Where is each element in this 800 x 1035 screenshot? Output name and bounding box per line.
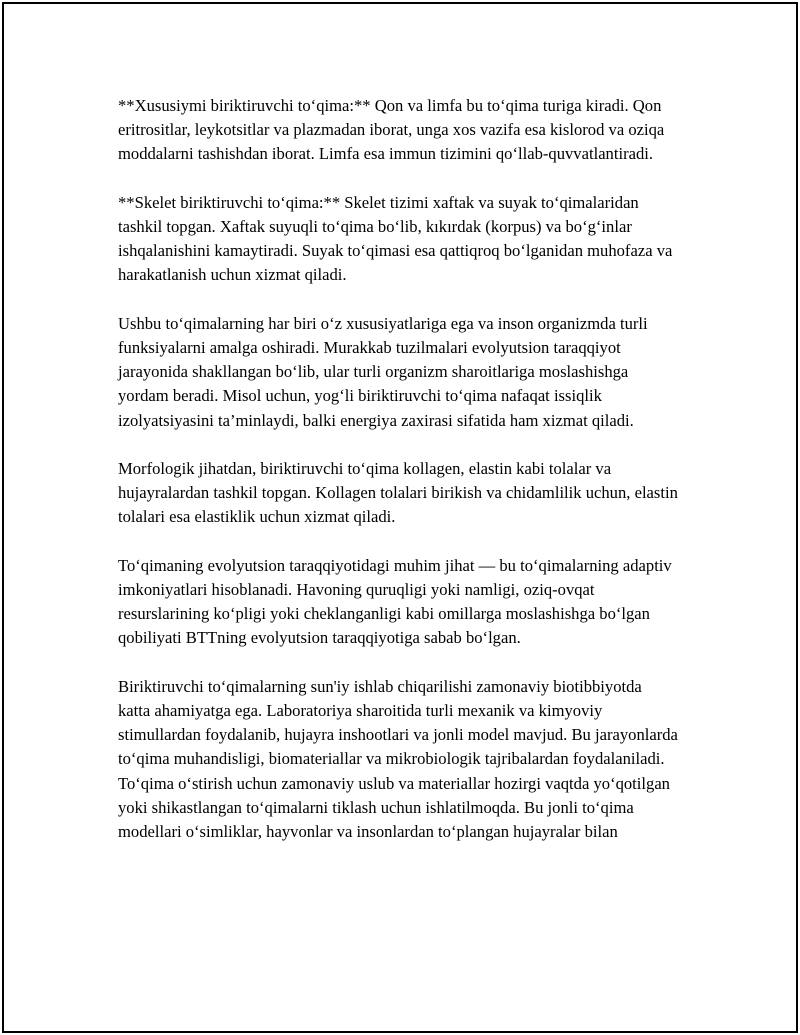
paragraph-tissue-functions: Ushbu to‘qimalarning har biri o‘z xususiyatlariga ega va inson organizmda turli funksiyalarni amalga oshiradi. Murakkab tuzilmalari evolyutsion taraqqiyot jarayonida shakllangan bo‘lib, ular turli organizm sharoitlariga moslashishga yordam beradi. Misol uchun, yog‘li biriktiruvchi to‘qima nafaqat issiqlik izolyatsiyasini ta’minlaydi, balki energiya zaxirasi sifatida ham xizmat qiladi. [118, 313, 648, 430]
paragraph-skeletal-connective-tissue: **Skelet biriktiruvchi to‘qima:** Skelet tizimi xaftak va suyak to‘qimalaridan tashkil topgan. Xaftak suyuqli to‘qima bo‘lib, kıkırdak (korpus) va bo‘g‘inlar ishqalanishini kamaytiradi. Suyak to‘qimasi esa qattiqroq bo‘lganidan muhofaza va harakatlanish uchun xizmat qiladi. [118, 192, 673, 285]
paragraph-connective-tissue-special: **Xususiymi biriktiruvchi to‘qima:** Qon va limfa bu to‘qima turiga kiradi. Qon eritrositlar, leykotsitlar va plazmadan iborat, unga xos vazifa esa kislorod va oziqa moddalarni tashishdan iborat. Limfa esa immun tizimini qo‘llab-quvvatlantiradi. [118, 96, 665, 164]
paragraph-artificial-production: Biriktiruvchi to‘qimalarning sun'iy ishlab chiqarilishi zamonaviy biotibbiyotda katta ahamiyatga ega. Laboratoriya sharoitida turli mexanik va kimyoviy stimullardan foydalanib, hujayra inshootlari va jonli model mavjud. Bu jarayonlarda to‘qima muhandisligi, biomateriallar va mikrobiologik tajribalardan foydalaniladi. To‘qima o‘stirish uchun zamonaviy uslub va materiallar hozirgi vaqtda yo‘qotilgan yoki shikastlangan to‘qimalarni tiklash uchun ishlatilmoqda. Bu jonli to‘qima modellari o‘simliklar, hayvonlar va insonlardan to‘plangan hujayralar bilan [118, 676, 678, 842]
paragraph-morphology: Morfologik jihatdan, biriktiruvchi to‘qima kollagen, elastin kabi tolalar va hujayralardan tashkil topgan. Kollagen tolalari birikish va chidamlilik uchun, elastin tolalari esa elastiklik uchun xizmat qiladi. [118, 459, 678, 527]
paragraph-evolutionary-adaptation: To‘qimaning evolyutsion taraqqiyotidagi muhim jihat — bu to‘qimalarning adaptiv imkoniyatlari hisoblanadi. Havoning quruqligi yoki namligi, oziq-ovqat resurslarining ko‘pligi yoki cheklanganligi kabi omillarga moslashishga bo‘lgan qobiliyati BTTning evolyutsion taraqqiyotiga sabab bo‘lgan. [118, 555, 672, 648]
document-body [118, 94, 678, 868]
